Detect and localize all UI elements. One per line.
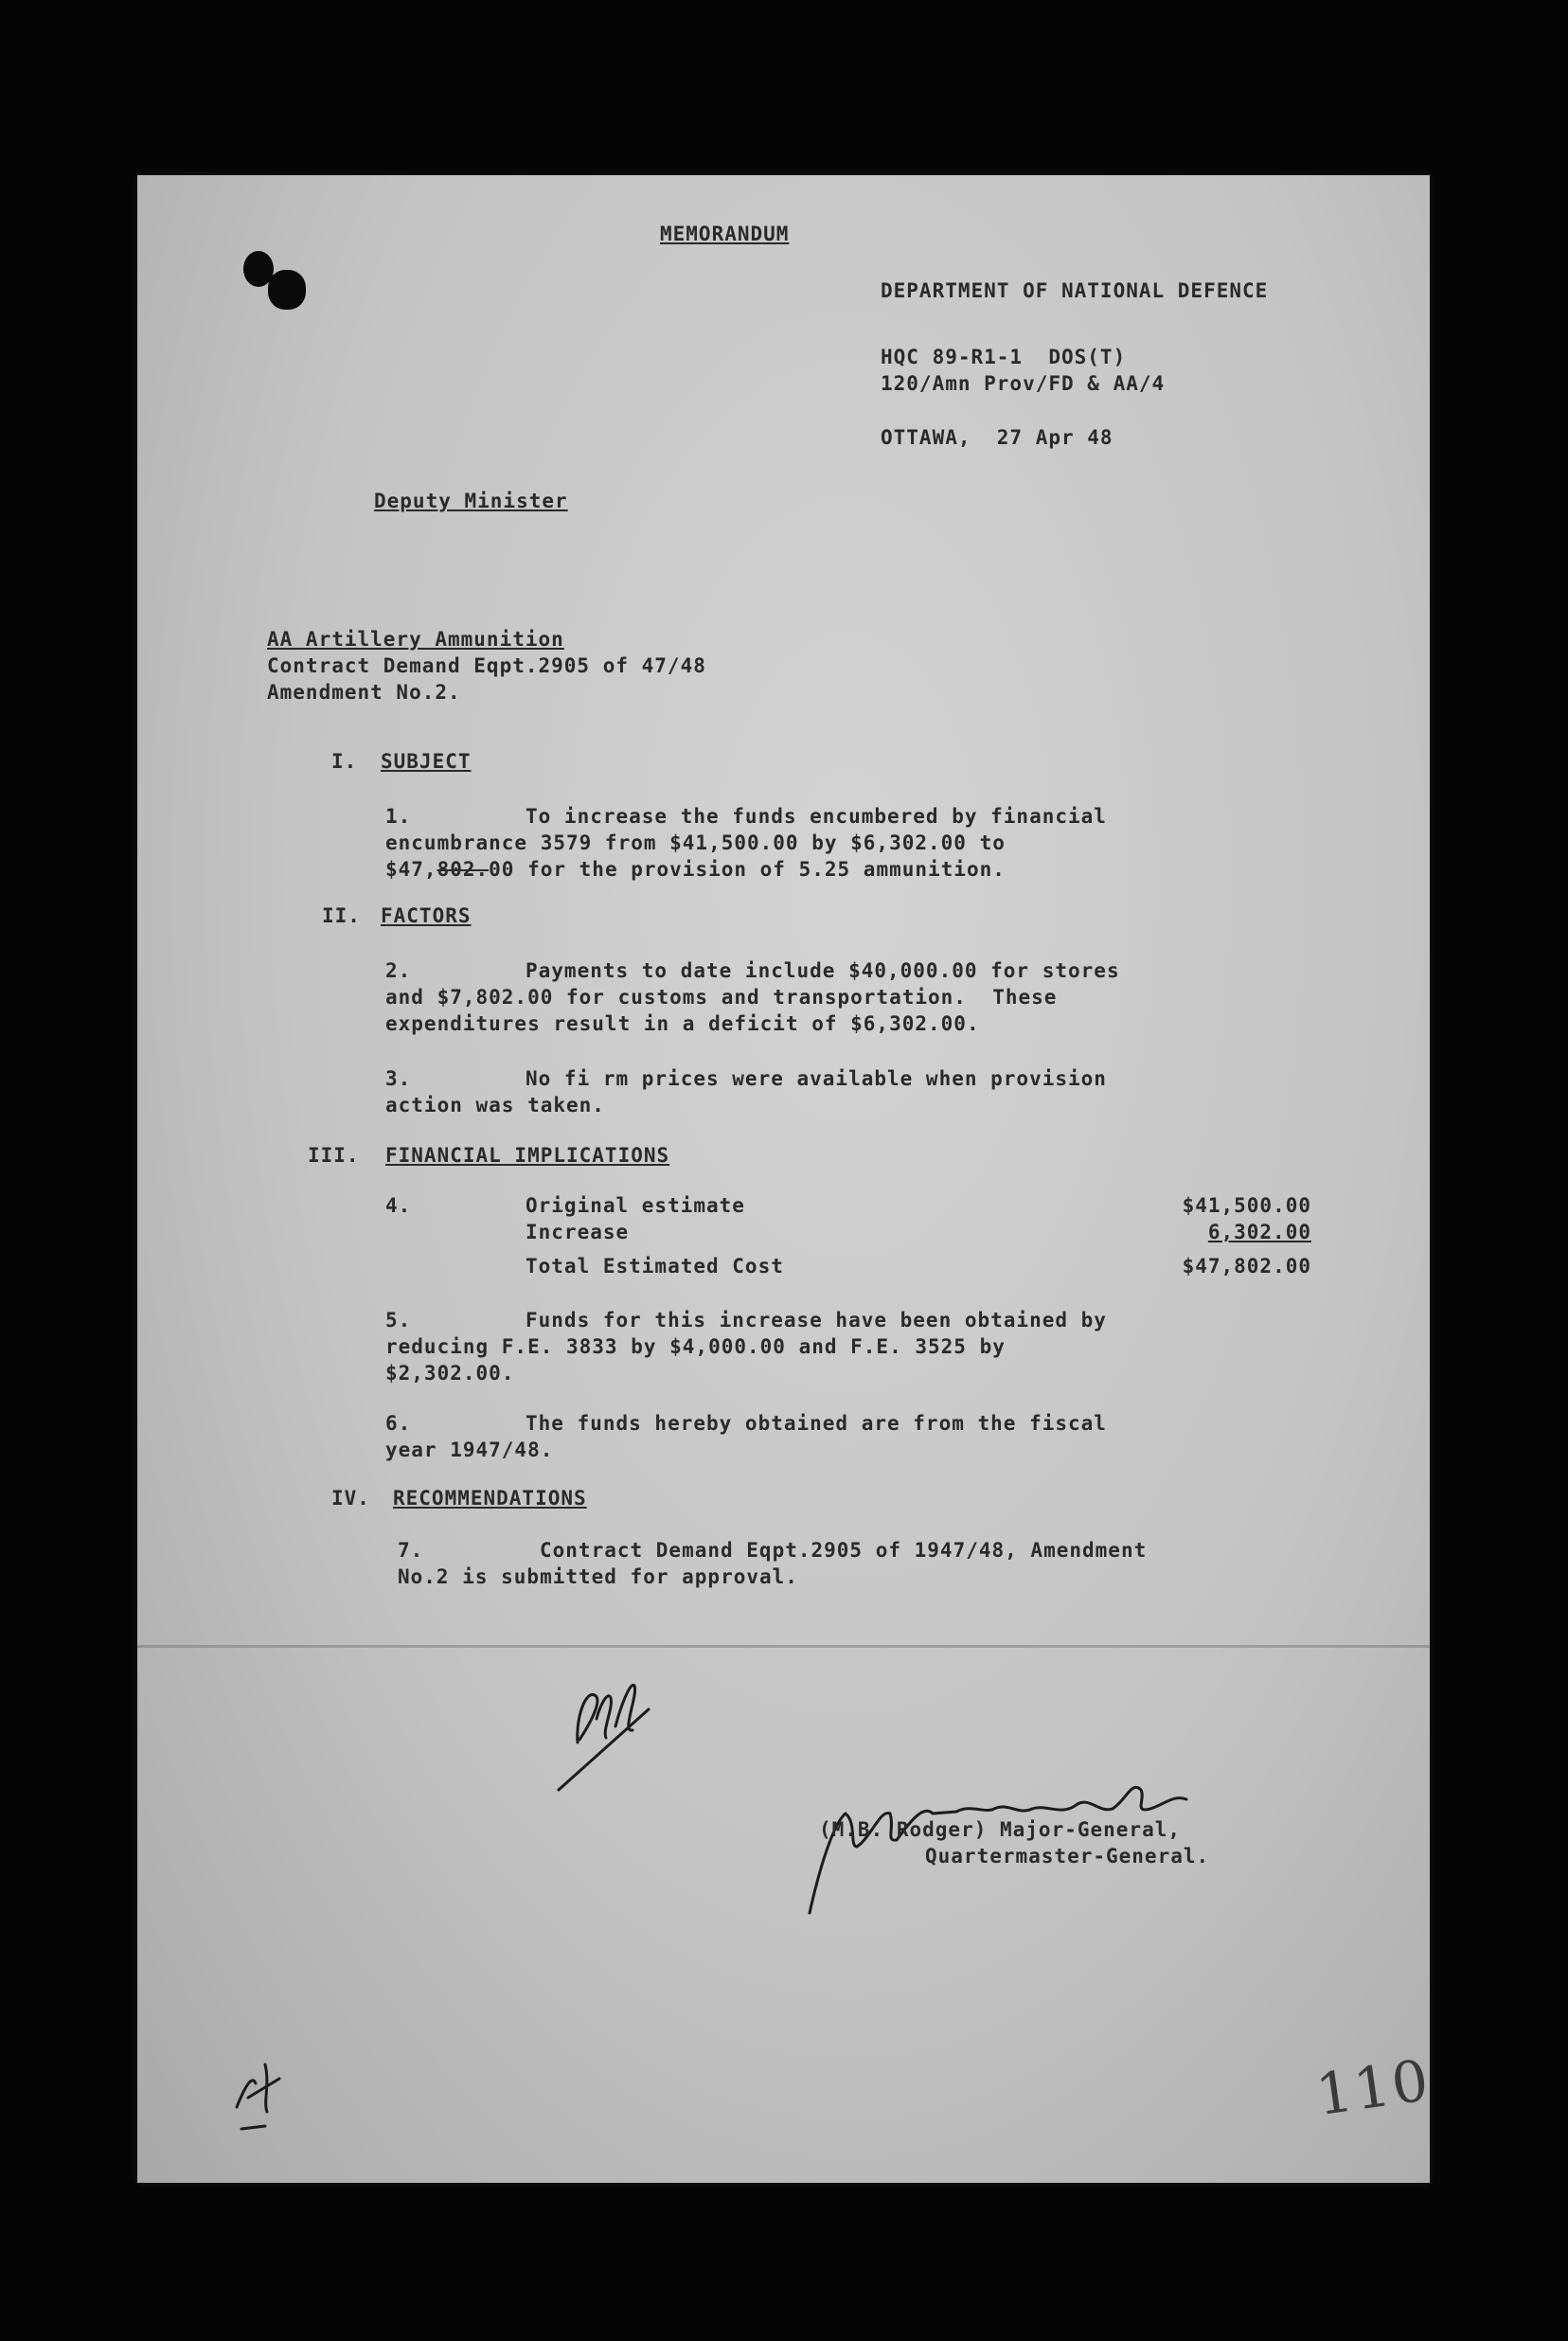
paragraph-7-number: 7. [398, 1539, 424, 1562]
paragraph-1-line-3-c: 00 for the provision of 5.25 ammunition. [489, 858, 1006, 881]
file-reference-2: 120/Amn Prov/FD & AA/4 [881, 372, 1166, 395]
paragraph-1-line-1: To increase the funds encumbered by financial [526, 805, 1107, 828]
paragraph-2-line-2: and $7,802.00 for customs and transportation. These [385, 986, 1058, 1009]
cost-row-1-label: Original estimate [526, 1194, 745, 1217]
section-3-numeral: III. [308, 1144, 360, 1167]
paragraph-6-line-2: year 1947/48. [385, 1439, 554, 1461]
paragraph-3-line-1: No fi rm prices were available when provision [526, 1067, 1107, 1090]
document-page [137, 175, 1434, 2183]
section-1-numeral: I. [331, 750, 358, 773]
paragraph-1-line-3-struck: 802. [437, 858, 490, 881]
section-4-numeral: IV. [331, 1487, 370, 1510]
paragraph-5-line-2: reducing F.E. 3833 by $4,000.00 and F.E. 3525 by [385, 1335, 1006, 1358]
subject-line-1: AA Artillery Ammunition [267, 628, 564, 651]
section-1-title: SUBJECT [381, 750, 472, 773]
subject-line-3: Amendment No.2. [267, 681, 461, 704]
paragraph-7-line-1: Contract Demand Eqpt.2905 of 1947/48, Amendment [540, 1539, 1148, 1562]
memo-heading: MEMORANDUM [660, 223, 790, 245]
paragraph-2-line-1: Payments to date include $40,000.00 for stores [526, 959, 1120, 982]
paragraph-1-number: 1. [385, 805, 412, 828]
paragraph-7-line-2: No.2 is submitted for approval. [398, 1565, 798, 1588]
paragraph-4-number: 4. [385, 1194, 412, 1217]
addressee: Deputy Minister [374, 490, 568, 512]
subject-line-2: Contract Demand Eqpt.2905 of 47/48 [267, 654, 706, 677]
section-2-numeral: II. [322, 904, 361, 927]
cost-row-3-value: $47,802.00 [1182, 1255, 1311, 1278]
place-date: OTTAWA, 27 Apr 48 [881, 426, 1114, 449]
paragraph-6-number: 6. [385, 1412, 412, 1435]
paragraph-1-line-2: encumbrance 3579 from $41,500.00 by $6,302.00 to [385, 831, 1006, 854]
paragraph-1-line-3 [385, 858, 1006, 881]
cost-row-2-value: 6,302.00 [1207, 1221, 1311, 1243]
page-fold-line [137, 1645, 1430, 1648]
page-number-handwritten: 110 [1311, 2046, 1434, 2130]
paragraph-5-line-3: $2,302.00. [385, 1362, 515, 1385]
department-name: DEPARTMENT OF NATIONAL DEFENCE [881, 279, 1269, 302]
handwritten-initials [559, 1653, 663, 1795]
paragraph-2-line-3: expenditures result in a deficit of $6,302.00. [385, 1012, 980, 1035]
punch-hole-right [268, 270, 306, 310]
cost-row-1-value: $41,500.00 [1182, 1194, 1311, 1217]
paragraph-1-line-3-a: $47, [385, 858, 437, 881]
section-2-title: FACTORS [381, 904, 472, 927]
section-3-title: FINANCIAL IMPLICATIONS [385, 1144, 670, 1167]
signatory-name: (M.B. Rodger) Major-General, [819, 1818, 1182, 1841]
paragraph-2-number: 2. [385, 959, 412, 982]
section-4-title: RECOMMENDATIONS [393, 1487, 587, 1510]
paragraph-5-number: 5. [385, 1309, 412, 1331]
signatory-title: Quartermaster-General. [925, 1845, 1210, 1867]
cost-row-3-label: Total Estimated Cost [526, 1255, 784, 1278]
cost-row-2-label: Increase [526, 1221, 630, 1243]
file-reference-1: HQC 89-R1-1 DOS(T) [881, 346, 1127, 368]
paragraph-5-line-1: Funds for this increase have been obtained by [526, 1309, 1107, 1331]
paragraph-3-line-2: action was taken. [385, 1094, 605, 1117]
paragraph-6-line-1: The funds hereby obtained are from the fiscal [526, 1412, 1107, 1435]
handwritten-margin-mark [227, 2046, 303, 2140]
paragraph-3-number: 3. [385, 1067, 412, 1090]
